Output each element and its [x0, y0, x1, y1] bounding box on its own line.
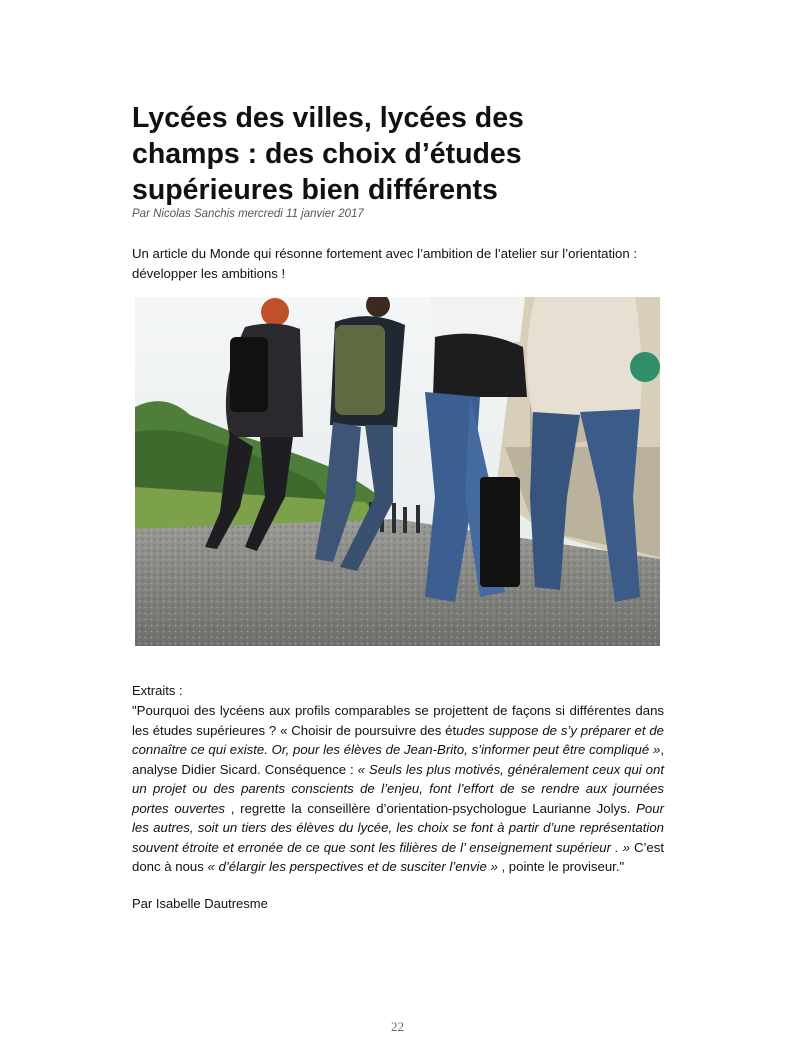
excerpt-text-1: "Pourquoi des lycéens aux profils comparables se projettent de façons si différentes dans les études supérieures ? « Choisir de poursuivre des ét: [132, 703, 664, 738]
excerpt-text-5: , pointe le proviseur.": [497, 859, 625, 874]
article-intro: Un article du Monde qui résonne fortement avec l’ambition de l’atelier sur l’orientation : développer les ambitions !: [132, 246, 638, 281]
excerpt-text-2: , analyse Didier Sicard. Conséquence :: [132, 742, 664, 777]
excerpt-text-3: , regrette la conseillère d’orientation-psychologue Laurianne Jolys.: [225, 800, 637, 816]
article-title: Lycées des villes, lycées des champs : des choix d’études supérieures bien différents: [132, 102, 524, 206]
article-photo: [135, 297, 660, 646]
excerpt-text-4: C’est donc à nous: [132, 839, 664, 874]
page-number: 22: [391, 1019, 404, 1034]
article-author: Par Isabelle Dautresme: [132, 896, 268, 911]
article-byline: Par Nicolas Sanchis mercredi 11 janvier 2017: [132, 208, 364, 220]
excerpts-label: Extraits :: [132, 683, 183, 698]
excerpt-quote-1: udes suppose de s’y préparer et de connaître ce qui existe. Or, pour les élèves de Jean-Brito, s’informer peut être compliqué »: [132, 722, 664, 757]
excerpt-quote-3: Pour les autres, soit un tiers des élèves du lycée, les choix se font à partir d’une représentation souvent étroite et erronée de ce que sont les filières de l’ enseignement supérieur . »: [132, 800, 664, 855]
article-excerpt: [132, 701, 664, 877]
excerpt-quote-2: « Seuls les plus motivés, généralement ceux qui ont un projet ou des parents conscients de l’enjeu, font l’effort de se rendre aux journées portes ouvertes: [132, 761, 665, 816]
excerpt-quote-4: « d’élargir les perspectives et de susciter l’envie »: [207, 859, 498, 874]
